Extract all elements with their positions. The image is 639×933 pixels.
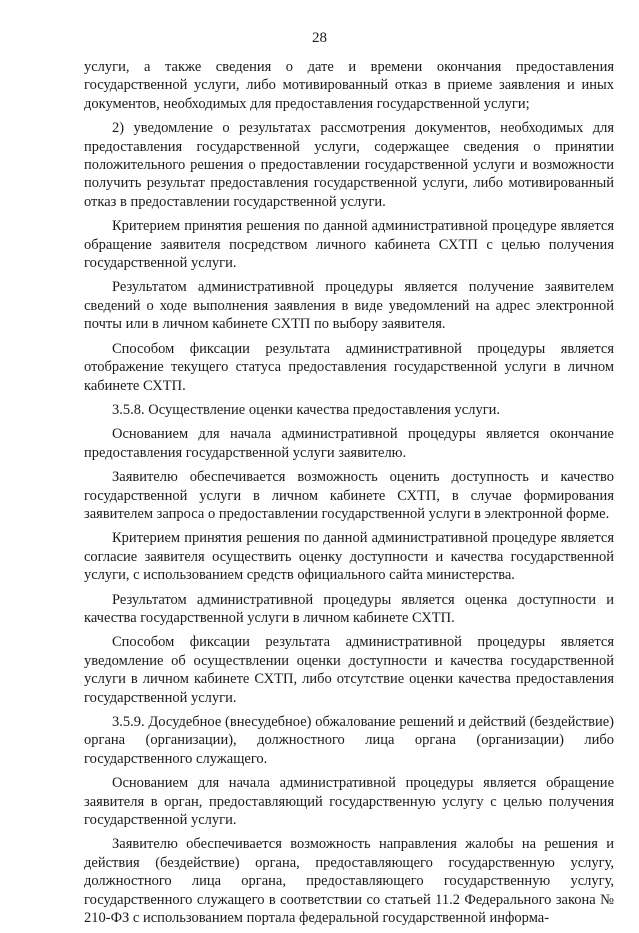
paragraph: Способом фиксации результата административной процедуры является отображение текущего статуса предоставления государственной услуги в личном кабинете СХТП. (84, 340, 614, 394)
page-number: 28 (312, 30, 327, 46)
paragraph: Способом фиксации результата административной процедуры является уведомление об осуществлении оценки доступности и качества государственной услуги в личном кабинете СХТП, либо отсутствие оценки качества предоставления государственной услуги. (84, 634, 614, 706)
document-body (84, 58, 614, 933)
paragraph: 3.5.9. Досудебное (внесудебное) обжалование решений и действий (бездействие) органа (организации), должностного лица органа (организации) либо государственного служащего. (84, 714, 614, 767)
paragraph: Критерием принятия решения по данной административной процедуре является согласие заявителя осуществить оценку доступности и качества государственной услуги, с использованием средств официального сайта министерства. (84, 530, 614, 584)
paragraph: 3.5.8. Осуществление оценки качества предоставления услуги. (112, 401, 501, 418)
paragraph: Заявителю обеспечивается возможность оценить доступность и качество государственной услуги в личном кабинете СХТП, в случае формирования заявителем запроса о предоставлении государственной услуги в электронной форме. (84, 469, 614, 522)
paragraph: Заявителю обеспечивается возможность направления жалобы на решения и действия (бездействие) органа, предоставляющего государственную услугу, должностного лица органа, предоставляющего государственную услугу, государственного служащего в соответствии со статьей 11.2 Федерального закона № 210-ФЗ с использованием портала федеральной государственной информа- (84, 836, 614, 927)
paragraph: Основанием для начала административной процедуры является окончание предоставления государственной услуги заявителю. (84, 426, 614, 461)
paragraph: Результатом административной процедуры является оценка доступности и качества государственной услуги в личном кабинете СХТП. (84, 591, 614, 626)
paragraph: 2) уведомление о результатах рассмотрения документов, необходимых для предоставления государственной услуги, содержащее сведения о принятии положительного решения о предоставлении государственной услуги и возможности получить результат предоставления государственной услуги, либо мотивированный отказ в предоставлении государственной услуги. (84, 120, 614, 210)
paragraph: Критерием принятия решения по данной административной процедуре является обращение заявителя посредством личного кабинета СХТП с целью получения государственной услуги. (84, 218, 614, 272)
paragraph: Основанием для начала административной процедуры является обращение заявителя в орган, предоставляющий государственную услугу с целью получения государственной услуги. (84, 775, 614, 829)
paragraph: Результатом административной процедуры является получение заявителем сведений о ходе выполнения заявления в виде уведомлений на адрес электронной почты или в личном кабинете СХТП по выбору заявителя. (84, 279, 614, 333)
paragraph: услуги, а также сведения о дате и времени окончания предоставления государственной услуги, либо мотивированный отказ в приеме заявления и иных документов, необходимых для предоставления государственной услуги; (84, 59, 614, 112)
